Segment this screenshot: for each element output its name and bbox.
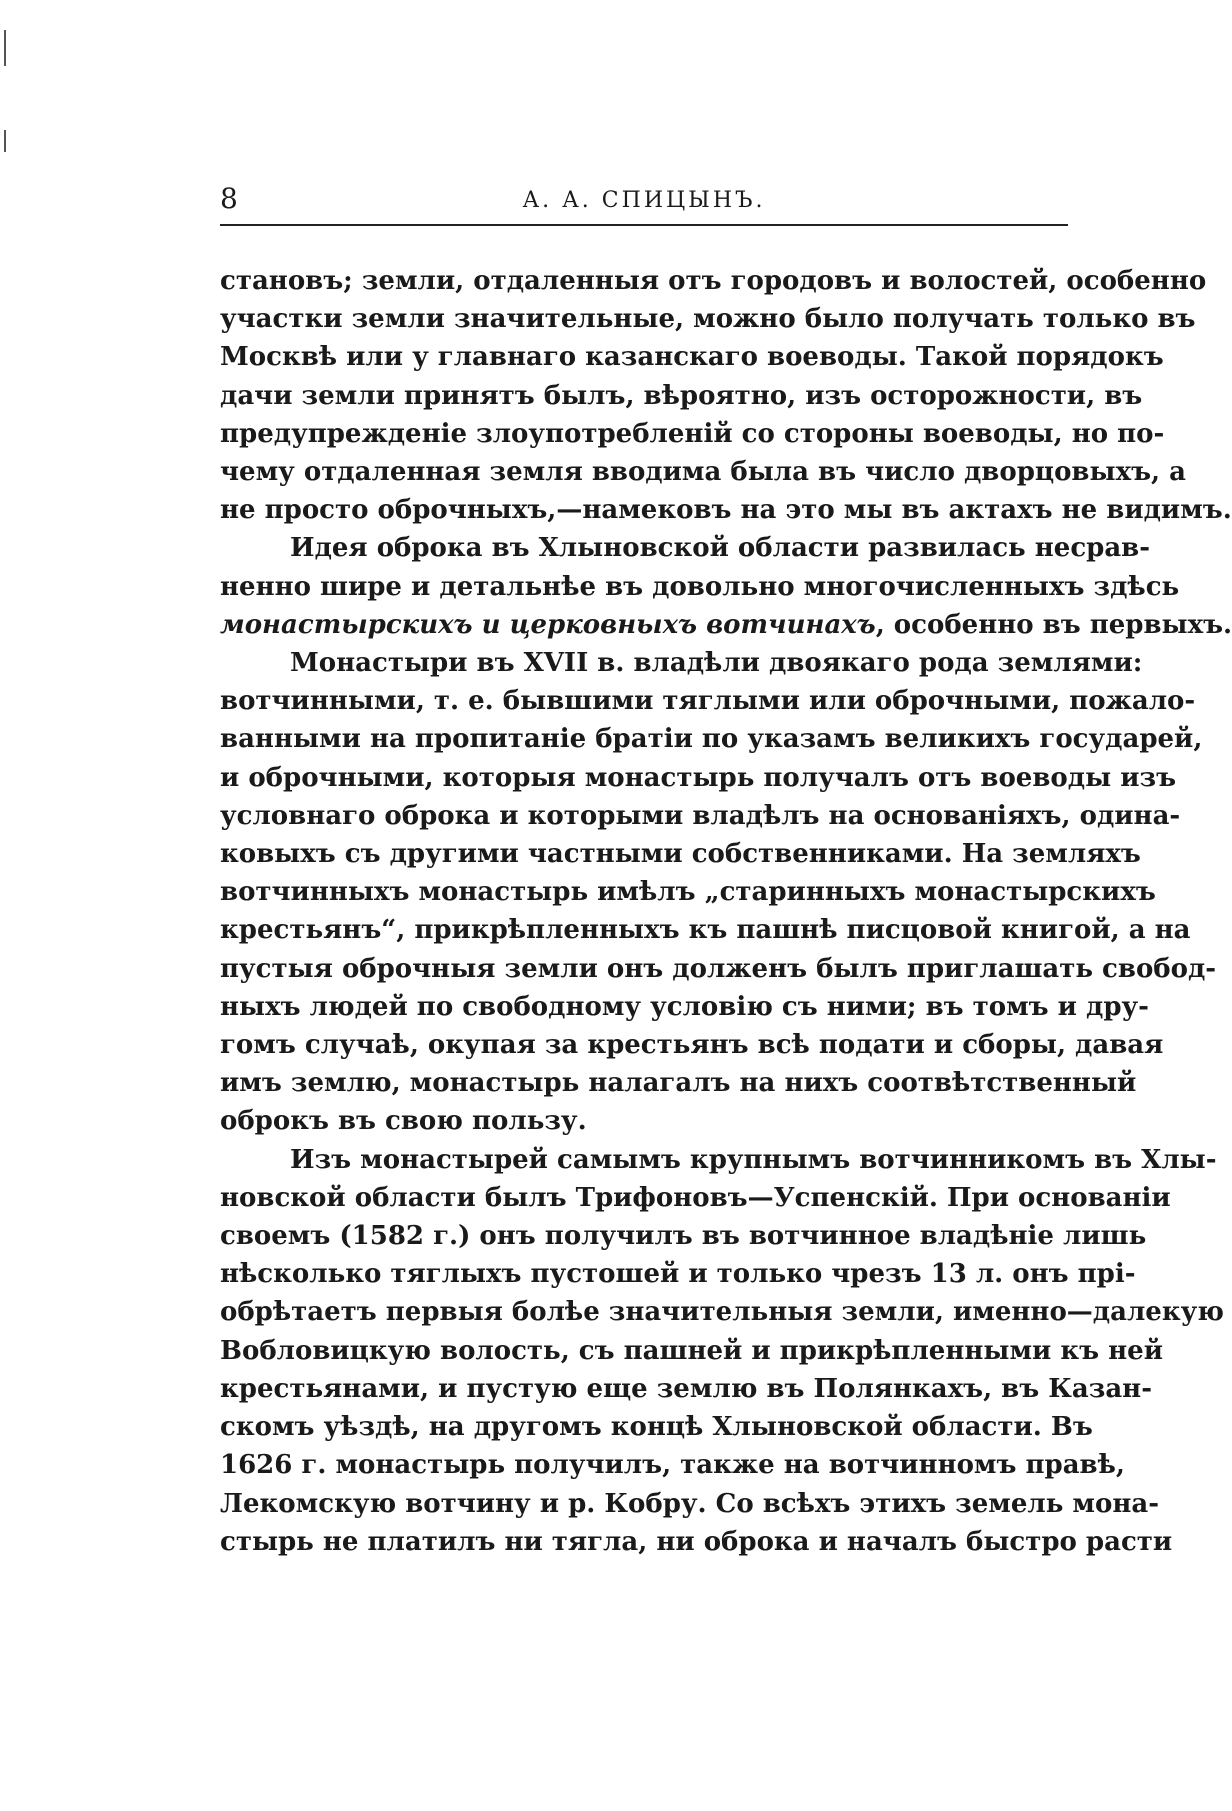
text-line: вотчинными, т. е. бывшими тяглыми или оброчными, пожало-: [220, 686, 1196, 717]
text-line: скомъ уѣздѣ, на другомъ концѣ Хлыновской области. Въ: [220, 1412, 1093, 1443]
margin-mark: [4, 130, 6, 152]
text-line: Москвѣ или у главнаго казанскаго воеводы. Такой порядокъ: [220, 342, 1164, 373]
page-number: 8: [220, 182, 238, 215]
text-line: 1626 г. монастырь получилъ, также на вотчинномъ правѣ,: [220, 1450, 1125, 1481]
text-line: пустыя оброчныя земли онъ долженъ былъ приглашать свобод-: [220, 953, 1217, 984]
italic-connector: и: [472, 609, 510, 640]
text-line: ванными на пропитаніе братіи по указамъ великихъ государей,: [220, 724, 1203, 755]
text-line: стырь не платилъ ни тягла, ни оброка и началъ быстро расти: [220, 1526, 1173, 1557]
italic-text: монастырскихъ: [220, 609, 473, 640]
body-text: [220, 262, 1232, 1561]
text-line: ненно шире и детальнѣе въ довольно многочисленныхъ здѣсь: [220, 571, 1180, 602]
text-line: гомъ случаѣ, окупая за крестьянъ всѣ подати и сборы, давая: [220, 1030, 1164, 1061]
paragraph-1: [220, 262, 1232, 529]
text-line: ныхъ людей по свободному условію съ ними; въ томъ и дру-: [220, 991, 1149, 1022]
text-line: Вобловицкую волость, съ пашней и прикрѣпленными къ ней: [220, 1335, 1163, 1366]
text-line: Изъ монастырей самымъ крупнымъ вотчинникомъ въ Хлы-: [290, 1144, 1217, 1175]
paragraph-3: [220, 644, 1217, 1141]
running-title: А. А. СПИЦЫНЪ.: [522, 188, 766, 213]
text-line: вотчинныхъ монастырь имѣлъ „старинныхъ монастырскихъ: [220, 877, 1156, 908]
paragraph-2: [220, 529, 1232, 644]
italic-text: церковныхъ вотчинахъ: [509, 609, 876, 640]
text-line: чему отдаленная земля вводима была въ число дворцовыхъ, а: [220, 457, 1186, 488]
margin-mark: [4, 30, 6, 66]
page-header: [220, 182, 1068, 222]
text-line: не просто оброчныхъ,—намековъ на это мы въ актахъ не видимъ.: [220, 495, 1232, 526]
text-line: крестьянами, и пустую еще землю въ Полянкахъ, въ Казан-: [220, 1373, 1153, 1404]
paragraph-4: [220, 1141, 1224, 1561]
text-line: Лекомскую вотчину и р. Кобру. Со всѣхъ этихъ земель мона-: [220, 1488, 1160, 1519]
text-line-italic: [220, 606, 1232, 644]
text-line: и оброчными, которыя монастырь получалъ отъ воеводы изъ: [220, 762, 1177, 793]
text-line: Монастыри въ XVII в. владѣли двоякаго рода землями:: [290, 648, 1143, 679]
text-line: нѣсколько тяглыхъ пустошей и только чрезъ 13 л. онъ прі-: [220, 1259, 1136, 1290]
text-line: имъ землю, монастырь налагалъ на нихъ соотвѣтственный: [220, 1068, 1137, 1099]
text-line: дачи земли принятъ былъ, вѣроятно, изъ осторожности, въ: [220, 380, 1143, 411]
text-line: участки земли значительные, можно было получать только въ: [220, 304, 1196, 335]
text-line: оброкъ въ свою пользу.: [220, 1106, 587, 1137]
text-line: своемъ (1582 г.) онъ получилъ въ вотчинное владѣніе лишь: [220, 1221, 1147, 1252]
text-line: Идея оброка въ Хлыновской области развилась несрав-: [290, 533, 1151, 564]
header-rule: [220, 224, 1068, 226]
text-line: условнаго оброка и которыми владѣлъ на основаніяхъ, одина-: [220, 800, 1181, 831]
text-line: новской области былъ Трифоновъ—Успенскій. При основаніи: [220, 1182, 1171, 1213]
text-line: обрѣтаетъ первыя болѣе значительныя земли, именно—далекую: [220, 1297, 1224, 1328]
text-line: ковыхъ съ другими частными собственниками. На земляхъ: [220, 839, 1141, 870]
text-line: предупрежденіе злоупотребленій со стороны воеводы, но по-: [220, 418, 1165, 449]
text-line: становъ; земли, отдаленныя отъ городовъ и волостей, особенно: [220, 266, 1207, 296]
text-line: крестьянъ“, прикрѣпленныхъ къ пашнѣ писцовой книгой, а на: [220, 915, 1191, 946]
line-tail: , особенно въ первыхъ.: [875, 609, 1232, 640]
